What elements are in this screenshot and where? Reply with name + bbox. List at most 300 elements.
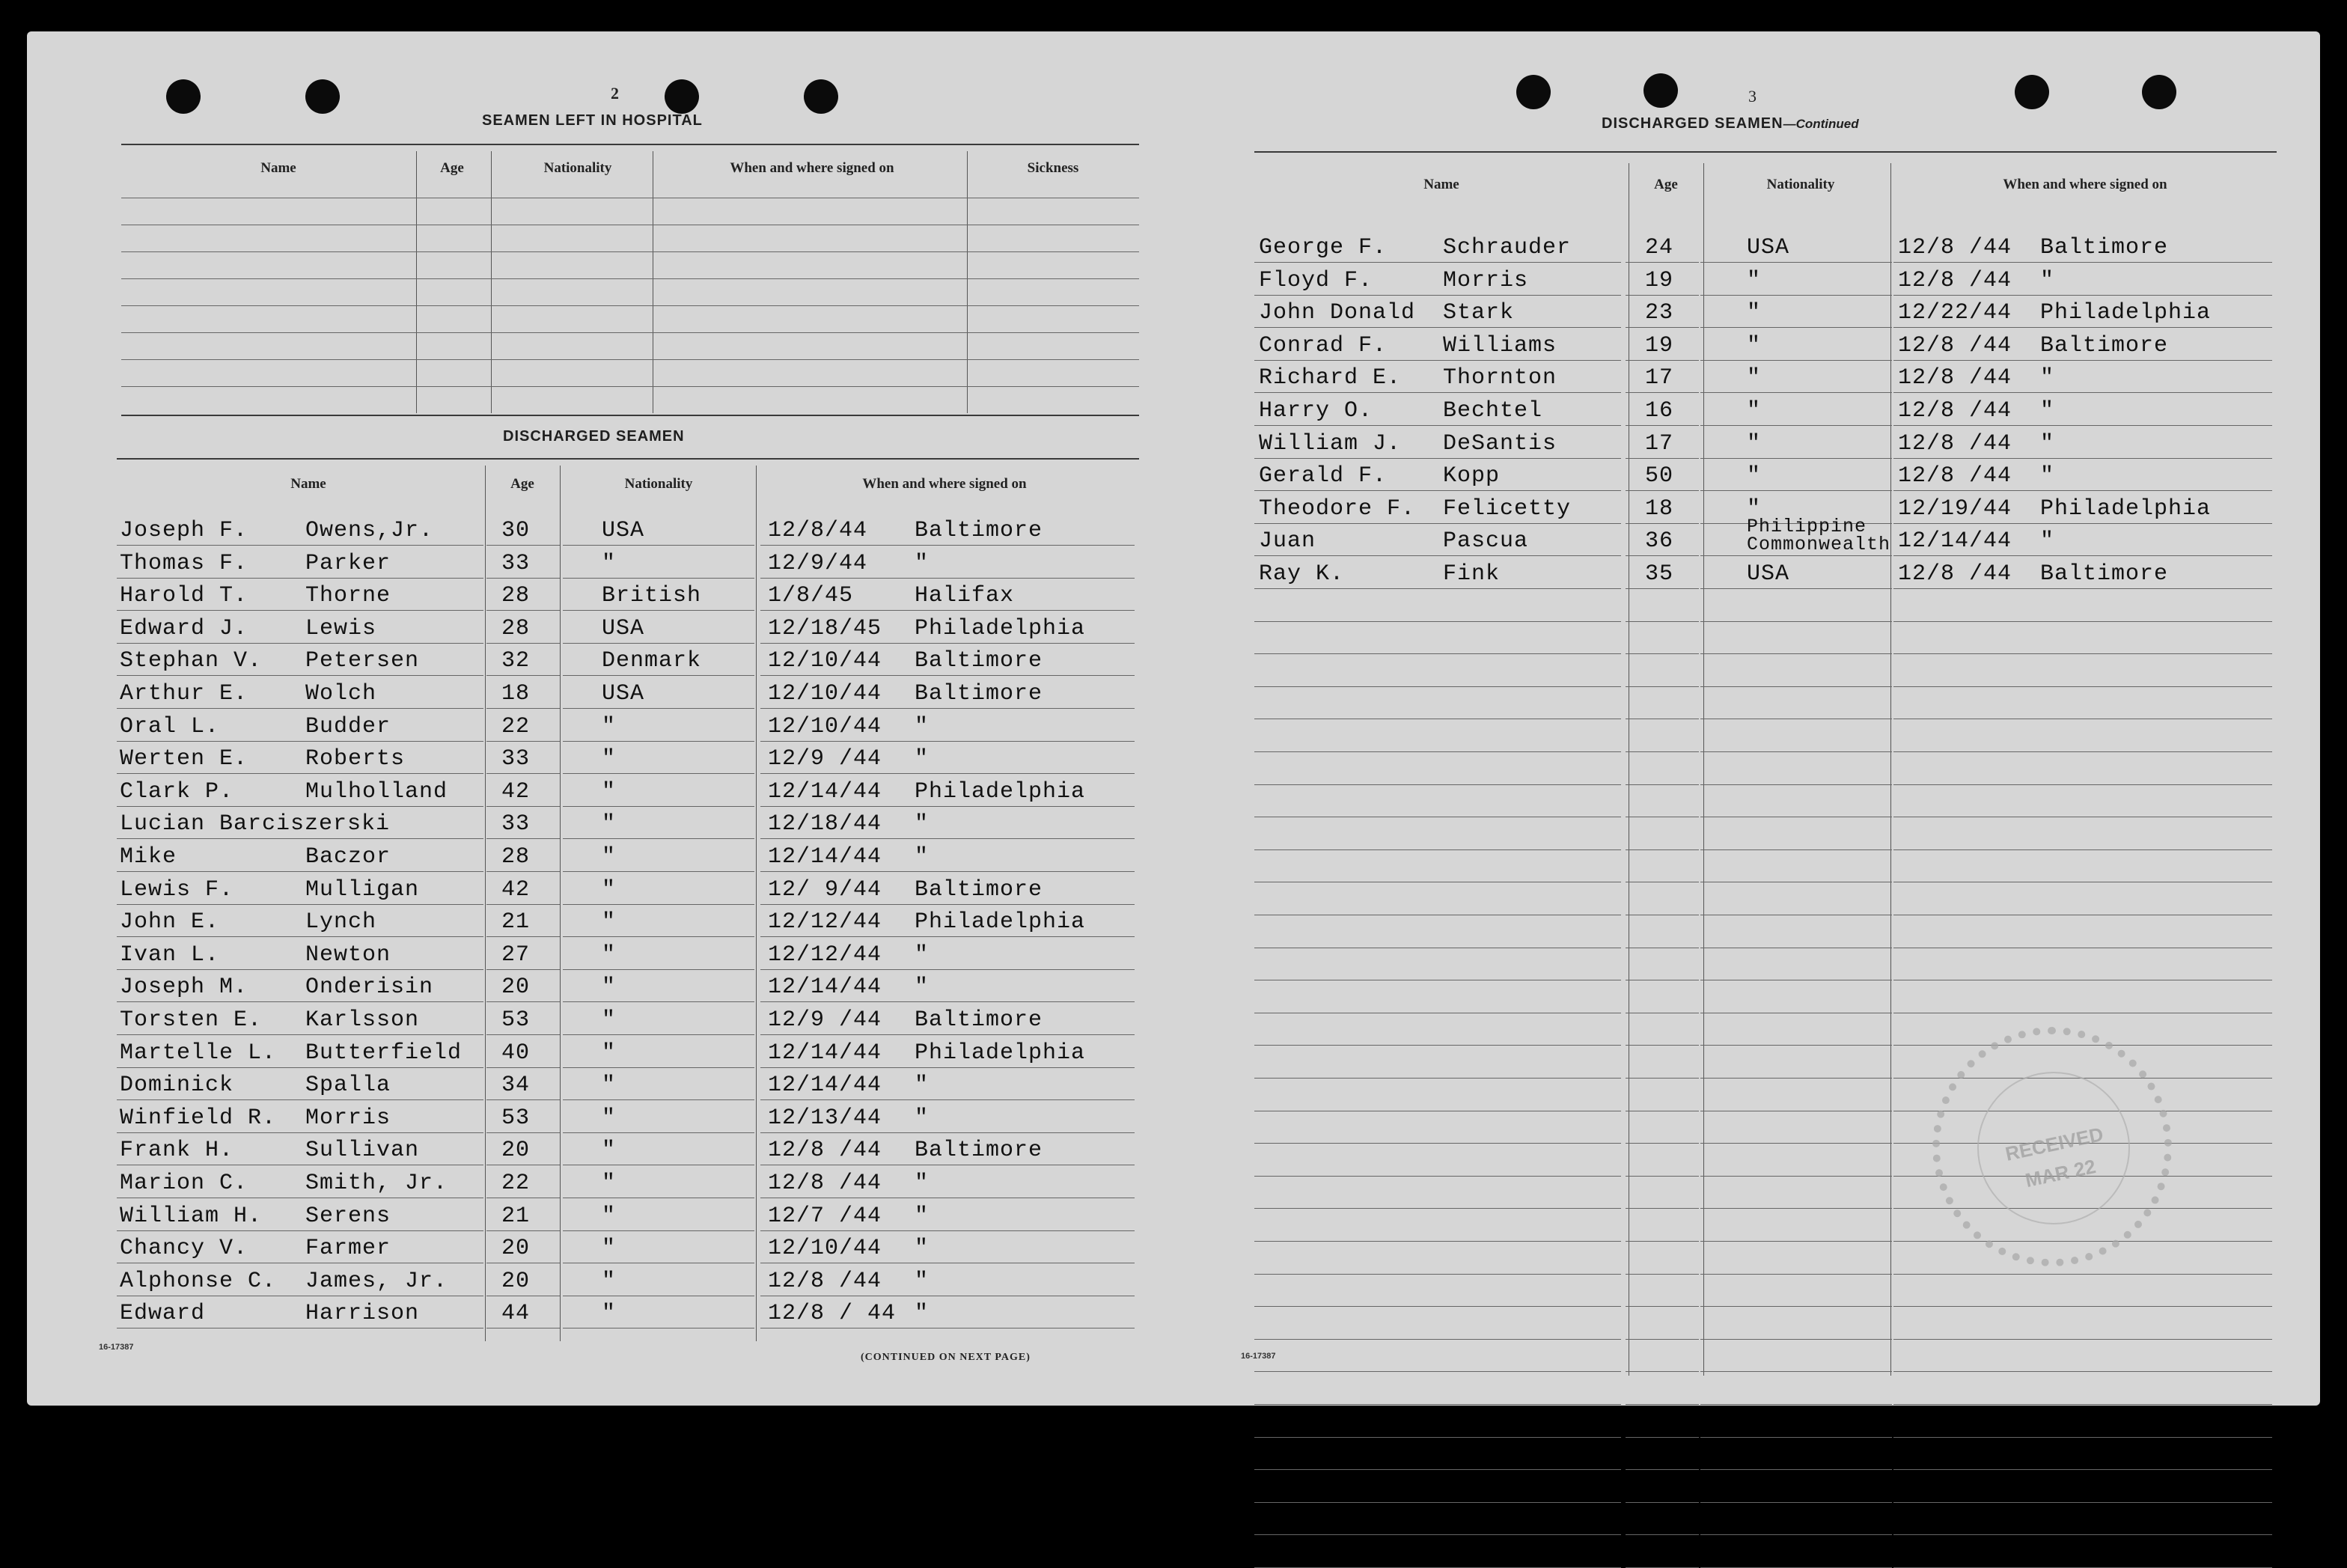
row-underline <box>563 741 754 742</box>
table-row <box>117 1004 1142 1036</box>
blank-line <box>1700 653 1892 654</box>
row-underline <box>117 1099 483 1100</box>
first-cell: Mike <box>120 844 177 870</box>
nationality-cell: " <box>602 1138 617 1164</box>
row-underline <box>1626 262 1699 263</box>
last-cell: Baczor <box>305 844 391 870</box>
blank-line <box>1254 784 1621 785</box>
first-cell: Clark P. <box>120 778 234 805</box>
first-cell: Martelle L. <box>120 1040 277 1066</box>
place-cell: " <box>2040 463 2055 489</box>
row-underline <box>486 1132 560 1133</box>
age-cell: 33 <box>501 811 531 838</box>
row-underline <box>1626 490 1699 491</box>
document-sheet <box>27 31 2320 1406</box>
last-cell: Morris <box>1443 267 1529 293</box>
blank-line <box>1626 1306 1699 1307</box>
column-header: Sickness <box>1027 160 1079 176</box>
date-cell: 12/19/44 <box>1898 495 2012 522</box>
age-cell: 35 <box>1645 561 1674 587</box>
row-underline <box>1893 555 2272 556</box>
blank-line <box>1893 1371 2272 1372</box>
last-cell: Fink <box>1443 561 1501 587</box>
table-row <box>117 1168 1142 1199</box>
first-cell: Richard E. <box>1259 365 1402 391</box>
row-underline <box>1254 523 1621 524</box>
last-cell: Thorne <box>305 583 391 609</box>
blank-line <box>1626 1469 1699 1470</box>
row-underline <box>117 806 483 807</box>
date-cell: 12/10/44 <box>768 713 882 739</box>
blank-line <box>1254 1078 1621 1079</box>
punch-hole <box>1643 73 1678 108</box>
first-cell: Harry O. <box>1259 398 1373 424</box>
blank-line <box>1893 784 2272 785</box>
blank-line <box>1254 1241 1621 1242</box>
blank-line <box>1626 751 1699 752</box>
nationality-cell: Denmark <box>602 648 702 674</box>
age-cell: 19 <box>1645 332 1674 359</box>
divider <box>121 415 1139 416</box>
blank-line <box>1700 1241 1892 1242</box>
place-cell: Philadelphia <box>915 615 1086 641</box>
blank-line <box>1626 784 1699 785</box>
nationality-cell: " <box>602 1268 617 1294</box>
row-underline <box>486 1099 560 1100</box>
table-row <box>117 1233 1142 1264</box>
place-cell: Baltimore <box>2040 235 2169 260</box>
table-row <box>117 874 1142 906</box>
punch-hole <box>305 79 340 114</box>
last-cell: Parker <box>305 550 391 576</box>
age-cell: 17 <box>1645 430 1674 457</box>
table-row <box>1254 558 2277 590</box>
age-cell: 24 <box>1645 235 1674 260</box>
nationality-cell: " <box>602 974 617 1001</box>
place-cell: Baltimore <box>915 681 1043 707</box>
row-underline <box>486 969 560 970</box>
age-cell: 28 <box>501 615 531 641</box>
row-underline <box>760 904 1135 905</box>
row-underline <box>117 1230 483 1231</box>
blank-line <box>1893 1339 2272 1340</box>
age-cell: 32 <box>501 648 531 674</box>
right-title <box>1602 115 1859 132</box>
blank-line <box>1700 849 1892 850</box>
blank-line <box>1893 621 2272 622</box>
place-cell: Philadelphia <box>915 1040 1086 1066</box>
blank-line <box>1254 1534 1621 1535</box>
place-cell: " <box>2040 430 2055 457</box>
column-header: When and where signed on <box>862 476 1027 492</box>
row-underline <box>563 904 754 905</box>
nationality-cell: " <box>602 713 617 739</box>
row-underline <box>1254 555 1621 556</box>
row-underline <box>760 1230 1135 1231</box>
right-title-suffix: —Continued <box>1783 117 1859 131</box>
nationality-cell: " <box>1747 430 1762 457</box>
blank-line <box>1700 1078 1892 1079</box>
table-line <box>121 251 1139 252</box>
nationality-cell: " <box>1747 267 1762 293</box>
date-cell: 12/12/44 <box>768 909 882 936</box>
blank-line <box>1626 1437 1699 1438</box>
row-underline <box>760 773 1135 774</box>
date-cell: 12/8 /44 <box>1898 430 2012 457</box>
blank-line <box>1893 1502 2272 1503</box>
row-underline <box>760 806 1135 807</box>
place-cell: Baltimore <box>915 518 1043 543</box>
table-row <box>1254 460 2277 492</box>
row-underline <box>1626 360 1699 361</box>
last-cell: Lewis <box>305 615 377 641</box>
row-underline <box>760 969 1135 970</box>
last-cell: Onderisin <box>305 974 434 1001</box>
row-underline <box>1700 588 1892 589</box>
date-cell: 12/10/44 <box>768 648 882 674</box>
row-underline <box>563 578 754 579</box>
column-header: Name <box>1423 177 1459 192</box>
column-header: When and where signed on <box>730 160 894 176</box>
blank-line <box>1893 1469 2272 1470</box>
last-cell: Bechtel <box>1443 398 1543 424</box>
blank-line <box>1700 1208 1892 1209</box>
place-cell: " <box>915 1236 930 1262</box>
age-cell: 18 <box>501 681 531 707</box>
blank-line <box>1254 1143 1621 1144</box>
row-underline <box>486 1067 560 1068</box>
blank-line <box>1254 621 1621 622</box>
date-cell: 12/8 /44 <box>1898 235 2012 260</box>
row-underline <box>1254 392 1621 393</box>
punch-hole <box>166 79 201 114</box>
column-divider <box>967 151 968 413</box>
nationality-cell: " <box>602 844 617 870</box>
row-underline <box>486 773 560 774</box>
first-cell: Harold T. <box>120 583 248 609</box>
row-underline <box>486 675 560 676</box>
table-row <box>117 1070 1142 1101</box>
right-title-text: DISCHARGED SEAMEN <box>1602 115 1783 132</box>
table-row <box>117 1298 1142 1329</box>
blank-line <box>1700 621 1892 622</box>
row-underline <box>117 1067 483 1068</box>
blank-line <box>1254 686 1621 687</box>
table-row <box>117 548 1142 579</box>
blank-line <box>1254 1437 1621 1438</box>
row-underline <box>117 578 483 579</box>
column-header: When and where signed on <box>2003 177 2167 192</box>
column-header: Age <box>1654 177 1678 192</box>
date-cell: 12/8 /44 <box>768 1171 882 1196</box>
nationality-cell: USA <box>1747 561 1790 587</box>
blank-line <box>1893 1274 2272 1275</box>
blank-line <box>1893 1437 2272 1438</box>
first-cell: Lucian Barciszerski <box>120 811 391 838</box>
row-underline <box>486 1230 560 1231</box>
place-cell: " <box>915 1073 930 1099</box>
blank-line <box>1254 1502 1621 1503</box>
last-cell: Williams <box>1443 332 1557 359</box>
date-cell: 12/22/44 <box>1898 300 2012 326</box>
row-underline <box>760 1067 1135 1068</box>
row-underline <box>760 936 1135 937</box>
date-cell: 12/14/44 <box>768 778 882 805</box>
row-underline <box>1254 262 1621 263</box>
first-cell: John E. <box>120 909 220 936</box>
blank-line <box>1626 1078 1699 1079</box>
blank-line <box>1893 686 2272 687</box>
row-underline <box>117 1132 483 1133</box>
nationality-cell: " <box>1747 398 1762 424</box>
row-underline <box>486 936 560 937</box>
first-cell: Lewis F. <box>120 876 234 903</box>
place-cell: " <box>915 844 930 870</box>
age-cell: 40 <box>501 1040 531 1066</box>
column-header: Age <box>440 160 464 176</box>
row-underline <box>563 838 754 839</box>
row-underline <box>563 708 754 709</box>
last-cell: Harrison <box>305 1301 420 1327</box>
nationality-cell: " <box>1747 495 1762 522</box>
last-cell: Lynch <box>305 909 377 936</box>
row-underline <box>1700 425 1892 426</box>
blank-line <box>1700 1176 1892 1177</box>
row-underline <box>117 610 483 611</box>
row-underline <box>760 1034 1135 1035</box>
table-row <box>1254 232 2277 263</box>
row-underline <box>760 1001 1135 1002</box>
table-row <box>117 906 1142 938</box>
place-cell: Philadelphia <box>2040 300 2212 326</box>
row-underline <box>1626 327 1699 328</box>
row-underline <box>1893 458 2272 459</box>
blank-line <box>1626 653 1699 654</box>
first-cell: Edward J. <box>120 615 248 641</box>
blank-line <box>1254 751 1621 752</box>
row-underline <box>1893 490 2272 491</box>
discharged-title: DISCHARGED SEAMEN <box>503 428 685 445</box>
punch-hole <box>2142 75 2176 109</box>
row-underline <box>760 578 1135 579</box>
place-cell: " <box>2040 267 2055 293</box>
first-cell: Ray K. <box>1259 561 1345 587</box>
divider <box>121 144 1139 145</box>
date-cell: 12/14/44 <box>768 1073 882 1099</box>
first-cell: William J. <box>1259 430 1402 457</box>
continued-note: (CONTINUED ON NEXT PAGE) <box>861 1352 1031 1363</box>
first-cell: Oral L. <box>120 713 220 739</box>
date-cell: 12/ 9/44 <box>768 876 882 903</box>
received-stamp <box>1932 1027 2172 1266</box>
row-underline <box>563 936 754 937</box>
place-cell: Philadelphia <box>915 778 1086 805</box>
age-cell: 36 <box>1645 528 1674 555</box>
blank-line <box>1893 1404 2272 1405</box>
row-underline <box>486 904 560 905</box>
blank-line <box>1626 1502 1699 1503</box>
table-row <box>117 971 1142 1003</box>
row-underline <box>1626 295 1699 296</box>
blank-line <box>1626 1045 1699 1046</box>
divider <box>1254 151 2277 153</box>
age-cell: 50 <box>1645 463 1674 489</box>
age-cell: 53 <box>501 1007 531 1033</box>
age-cell: 18 <box>1645 495 1674 522</box>
place-cell: " <box>915 1171 930 1196</box>
place-cell: Baltimore <box>915 1138 1043 1164</box>
place-cell: " <box>915 550 930 576</box>
nationality-cell: " <box>602 550 617 576</box>
first-cell: Joseph M. <box>120 974 248 1001</box>
row-underline <box>760 838 1135 839</box>
row-underline <box>1254 360 1621 361</box>
table-row <box>1254 516 2277 557</box>
column-divider <box>491 151 492 413</box>
last-cell: Karlsson <box>305 1007 420 1033</box>
table-row <box>117 645 1142 677</box>
blank-line <box>1254 1339 1621 1340</box>
row-underline <box>486 1034 560 1035</box>
row-underline <box>1893 523 2272 524</box>
row-underline <box>486 545 560 546</box>
blank-line <box>1254 1274 1621 1275</box>
row-underline <box>563 610 754 611</box>
age-cell: 20 <box>501 1138 531 1164</box>
last-cell: Kopp <box>1443 463 1501 489</box>
row-underline <box>1700 295 1892 296</box>
row-underline <box>1700 262 1892 263</box>
age-cell: 17 <box>1645 365 1674 391</box>
row-underline <box>117 741 483 742</box>
blank-line <box>1700 784 1892 785</box>
date-cell: 12/8 /44 <box>1898 267 2012 293</box>
first-cell: Winfield R. <box>120 1105 277 1131</box>
first-cell: Edward <box>120 1301 206 1327</box>
row-underline <box>760 545 1135 546</box>
row-underline <box>486 708 560 709</box>
date-cell: 12/13/44 <box>768 1105 882 1131</box>
table-row <box>117 1135 1142 1166</box>
blank-line <box>1254 1306 1621 1307</box>
row-underline <box>1700 555 1892 556</box>
nationality-cell: Philippine Commonwealth <box>1747 516 1891 556</box>
row-underline <box>1700 490 1892 491</box>
row-underline <box>486 806 560 807</box>
nationality-cell: " <box>602 1171 617 1196</box>
blank-line <box>1254 1404 1621 1405</box>
date-cell: 12/8 /44 <box>1898 463 2012 489</box>
row-underline <box>1254 327 1621 328</box>
place-cell: " <box>915 1268 930 1294</box>
place-cell: " <box>915 746 930 772</box>
row-underline <box>486 643 560 644</box>
table-row <box>1254 330 2277 362</box>
nationality-cell: " <box>1747 463 1762 489</box>
nationality-cell: " <box>602 1236 617 1262</box>
left-page-number: 2 <box>611 84 619 103</box>
row-underline <box>1700 392 1892 393</box>
row-underline <box>563 871 754 872</box>
blank-line <box>1626 1241 1699 1242</box>
last-cell: Butterfield <box>305 1040 463 1066</box>
row-underline <box>117 871 483 872</box>
last-cell: Farmer <box>305 1236 391 1262</box>
row-underline <box>117 838 483 839</box>
first-cell: John Donald <box>1259 300 1416 326</box>
table-row <box>117 1266 1142 1297</box>
table-row <box>117 613 1142 644</box>
nationality-cell: " <box>602 778 617 805</box>
table-row <box>117 580 1142 611</box>
row-underline <box>1893 588 2272 589</box>
blank-line <box>1700 1339 1892 1340</box>
date-cell: 12/10/44 <box>768 1236 882 1262</box>
date-cell: 12/7 /44 <box>768 1203 882 1229</box>
place-cell: " <box>915 1203 930 1229</box>
age-cell: 33 <box>501 550 531 576</box>
row-underline <box>1893 295 2272 296</box>
first-cell: Dominick <box>120 1073 234 1099</box>
row-underline <box>1700 458 1892 459</box>
age-cell: 53 <box>501 1105 531 1131</box>
row-underline <box>486 741 560 742</box>
table-line <box>121 359 1139 360</box>
blank-line <box>1893 751 2272 752</box>
blank-line <box>1626 1274 1699 1275</box>
nationality-cell: " <box>602 1105 617 1131</box>
date-cell: 12/8 /44 <box>768 1268 882 1294</box>
row-underline <box>1254 458 1621 459</box>
blank-line <box>1254 1176 1621 1177</box>
nationality-cell: USA <box>602 518 645 543</box>
table-line <box>121 305 1139 306</box>
age-cell: 42 <box>501 778 531 805</box>
table-row <box>117 711 1142 742</box>
place-cell: " <box>915 974 930 1001</box>
row-underline <box>117 1034 483 1035</box>
blank-line <box>1700 1534 1892 1535</box>
first-cell: Joseph F. <box>120 518 248 543</box>
blank-line <box>1626 686 1699 687</box>
age-cell: 19 <box>1645 267 1674 293</box>
date-cell: 12/18/44 <box>768 811 882 838</box>
row-underline <box>117 675 483 676</box>
hospital-title: SEAMEN LEFT IN HOSPITAL <box>482 112 703 129</box>
divider <box>117 458 1139 460</box>
row-underline <box>1626 555 1699 556</box>
last-cell: Sullivan <box>305 1138 420 1164</box>
form-number-right: 16-17387 <box>1241 1352 1276 1361</box>
table-row <box>117 1037 1142 1069</box>
last-cell: Mulholland <box>305 778 448 805</box>
row-underline <box>486 1001 560 1002</box>
row-underline <box>563 545 754 546</box>
place-cell: Philadelphia <box>915 909 1086 936</box>
nationality-cell: " <box>602 909 617 936</box>
first-cell: William H. <box>120 1203 263 1229</box>
nationality-cell: " <box>602 942 617 968</box>
table-row <box>117 808 1142 840</box>
row-underline <box>1626 425 1699 426</box>
blank-line <box>1700 1143 1892 1144</box>
age-cell: 21 <box>501 1203 531 1229</box>
row-underline <box>563 969 754 970</box>
date-cell: 12/8 /44 <box>1898 332 2012 359</box>
first-cell: Gerald F. <box>1259 463 1388 489</box>
table-row <box>1254 265 2277 296</box>
date-cell: 12/8 /44 <box>768 1138 882 1164</box>
